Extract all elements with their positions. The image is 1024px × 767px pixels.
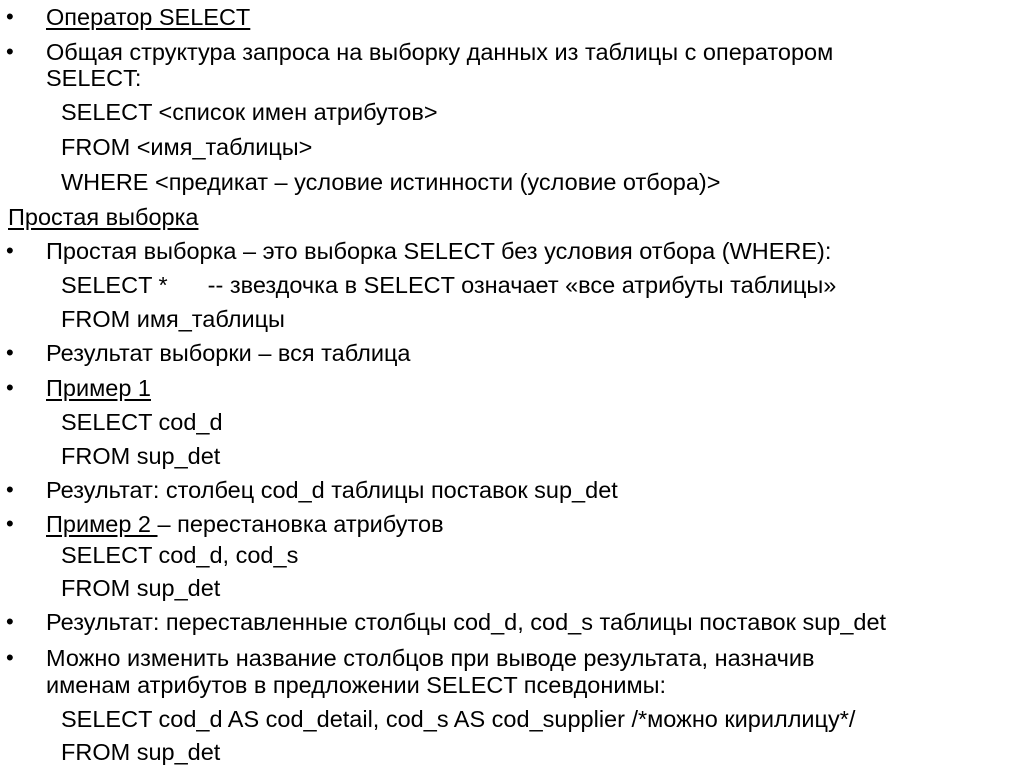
text-line xyxy=(46,510,444,538)
bullet-marker: • xyxy=(6,477,14,502)
code-line: SELECT cod_d AS cod_detail, cod_s AS cod_supplier /*можно кириллицу*/ xyxy=(61,706,856,732)
text-line: Результат: столбец cod_d таблицы поставок sup_det xyxy=(46,477,618,503)
code-line: FROM имя_таблицы xyxy=(61,306,285,332)
bullet-marker: • xyxy=(6,645,14,670)
code-line: FROM sup_det xyxy=(61,739,221,765)
bullet-marker: • xyxy=(6,375,14,400)
text-line: Можно изменить название столбцов при выводе результата, назначив xyxy=(46,645,815,671)
text-line: Общая структура запроса на выборку данных из таблицы с оператором xyxy=(46,39,834,65)
example-2-description: – перестановка атрибутов xyxy=(157,511,444,537)
bullet-marker: • xyxy=(6,4,14,29)
code-line xyxy=(61,271,836,299)
text-line: Простая выборка – это выборка SELECT без условия отбора (WHERE): xyxy=(46,238,832,264)
code-line: FROM sup_det xyxy=(61,575,221,601)
code-line: FROM sup_det xyxy=(61,443,221,469)
code-line: SELECT cod_d, cod_s xyxy=(61,542,299,568)
bullet-marker: • xyxy=(6,39,14,64)
code-fragment: SELECT * xyxy=(61,272,168,298)
code-line: SELECT cod_d xyxy=(61,409,223,435)
bullet-marker: • xyxy=(6,511,14,536)
text-line: именам атрибутов в предложении SELECT псевдонимы: xyxy=(46,672,667,698)
text-line: SELECT: xyxy=(46,65,142,91)
code-line: FROM <имя_таблицы> xyxy=(61,134,313,160)
bullet-marker: • xyxy=(6,609,14,634)
code-line: WHERE <предикат – условие истинности (условие отбора)> xyxy=(61,169,721,195)
heading-select-operator: Оператор SELECT xyxy=(46,4,251,30)
example-1-label: Пример 1 xyxy=(46,375,151,401)
code-line: SELECT <список имен атрибутов> xyxy=(61,99,438,125)
example-2-label: Пример 2 xyxy=(46,511,158,537)
text-line: Результат: переставленные столбцы cod_d, cod_s таблицы поставок sup_det xyxy=(46,609,887,635)
text-line: Результат выборки – вся таблица xyxy=(46,340,411,366)
bullet-marker: • xyxy=(6,238,14,263)
section-heading-simple-select: Простая выборка xyxy=(8,204,199,230)
code-comment: -- звездочка в SELECT означает «все атрибуты таблицы» xyxy=(207,272,837,298)
bullet-marker: • xyxy=(6,340,14,365)
